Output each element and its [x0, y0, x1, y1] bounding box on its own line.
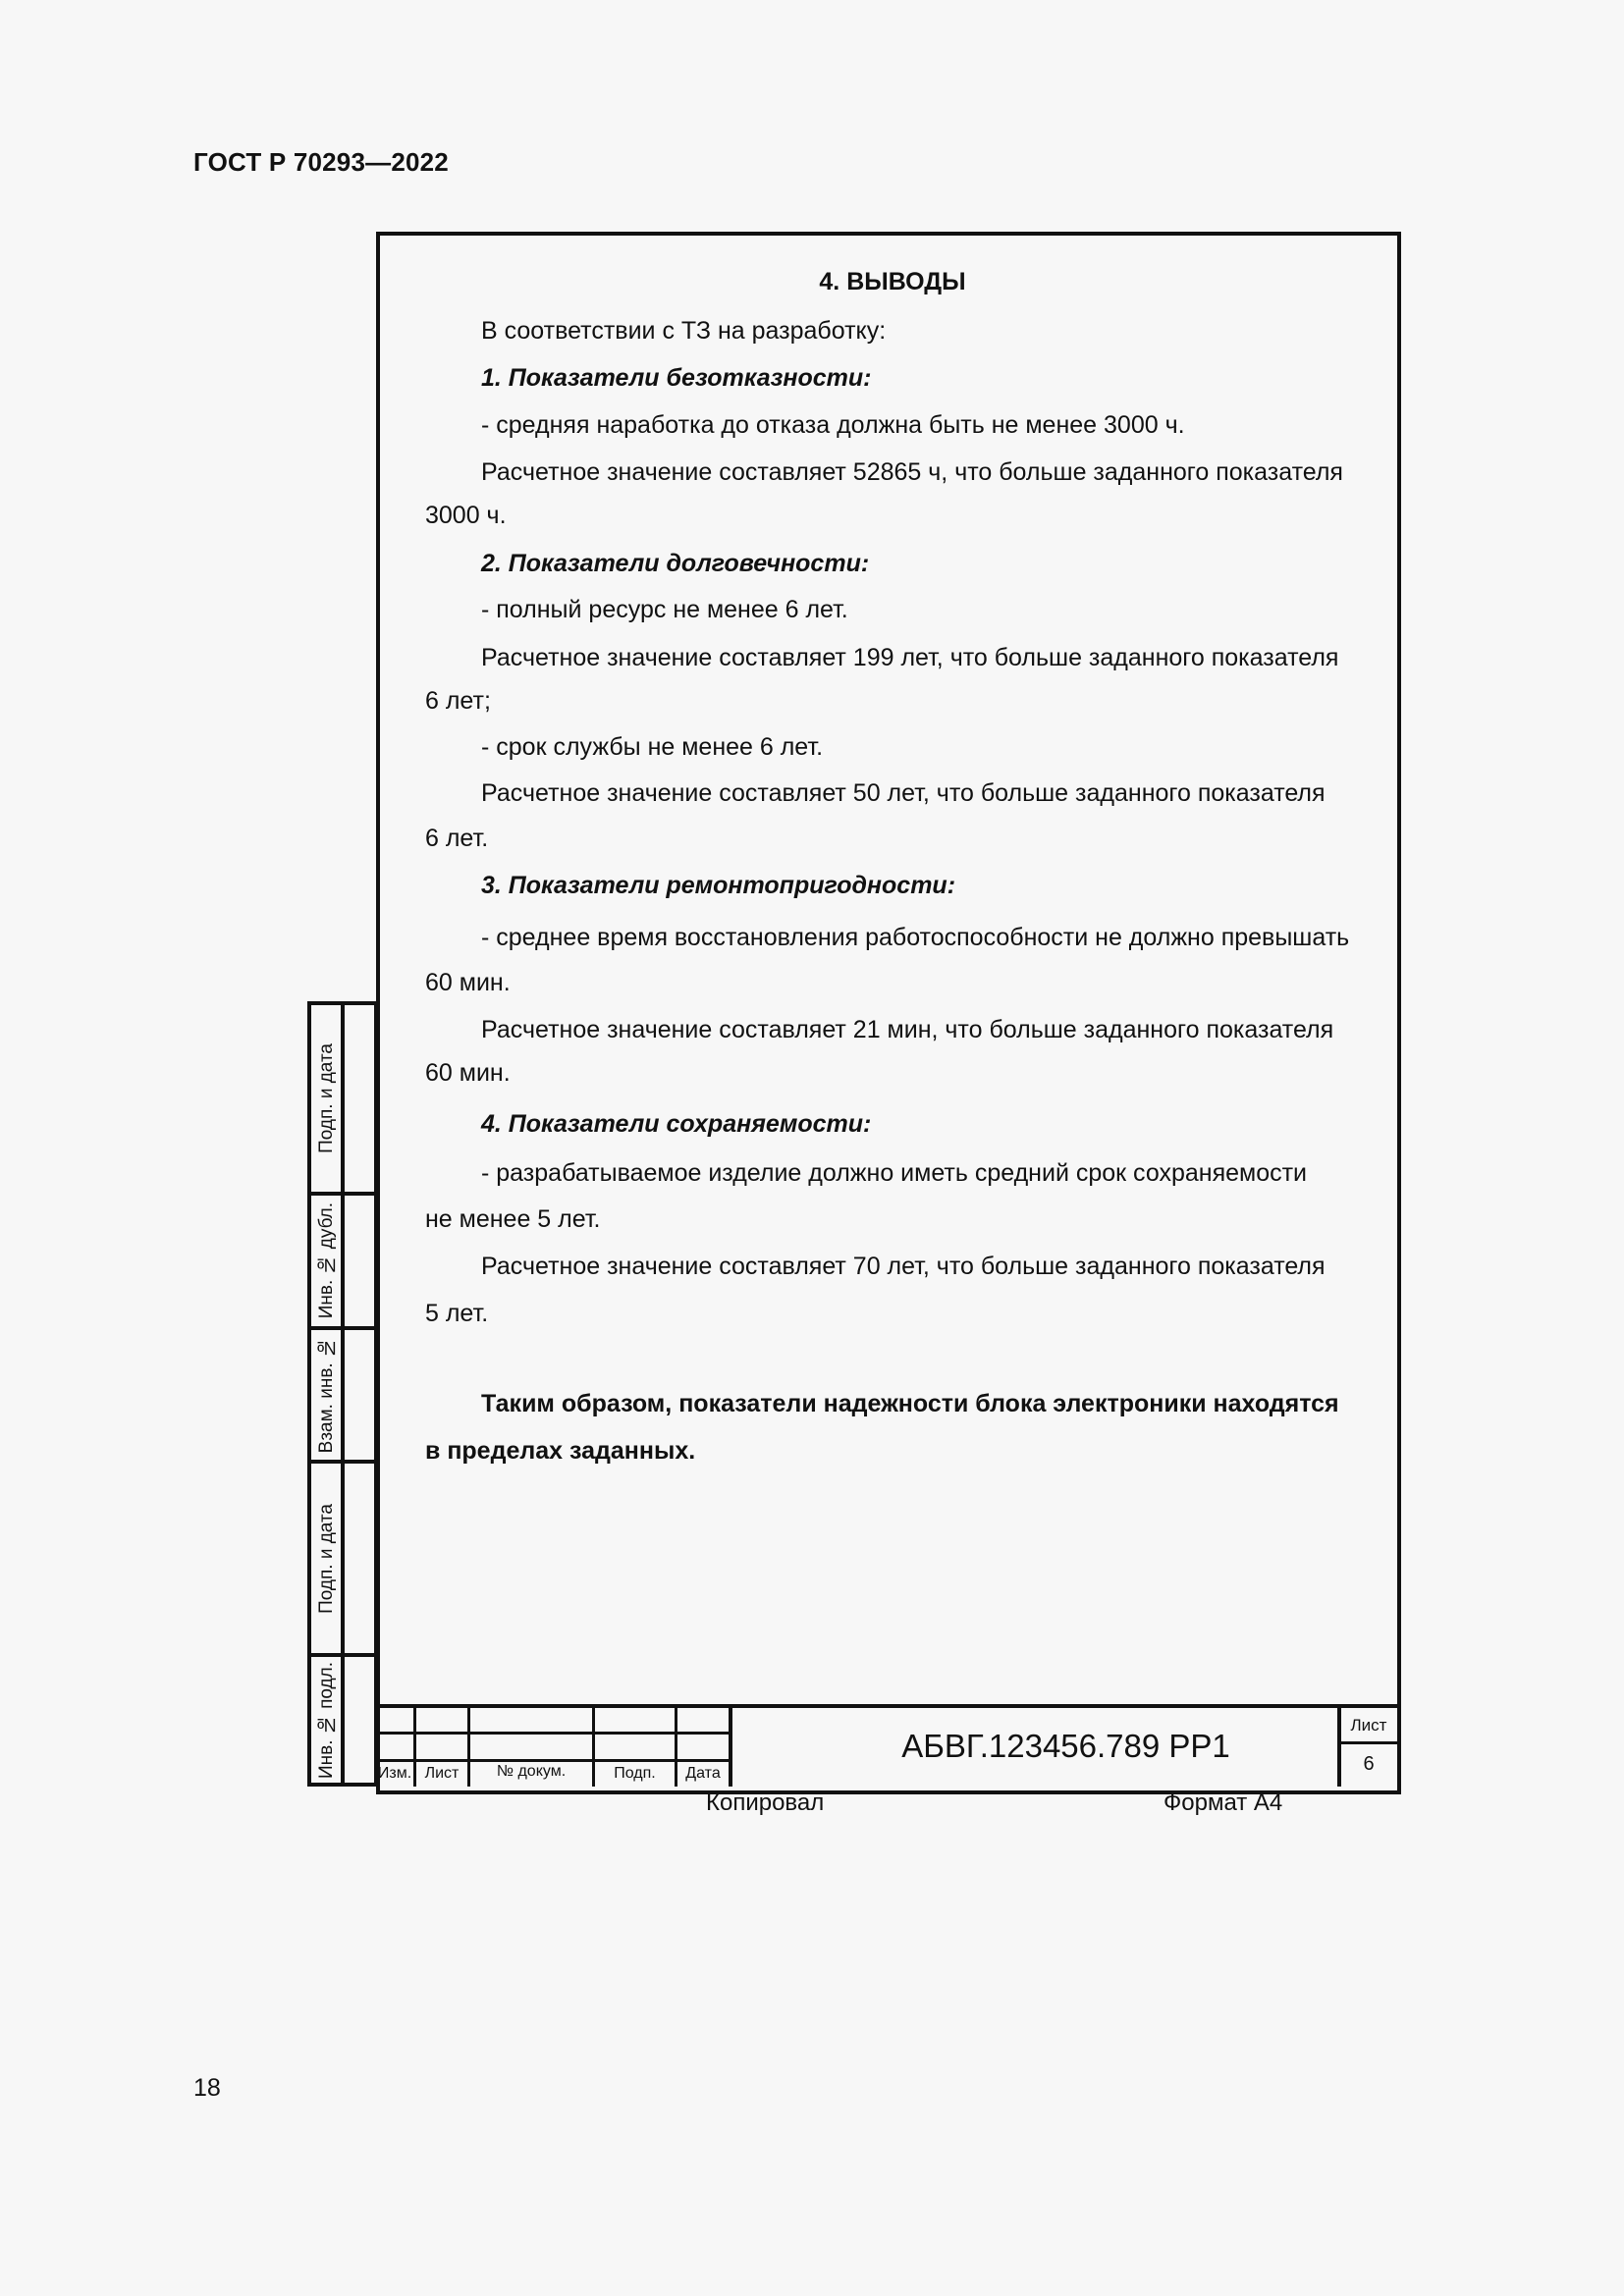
paragraph: 3000 ч. — [425, 502, 507, 529]
paragraph: 6 лет. — [425, 825, 489, 852]
paragraph: - полный ресурс не менее 6 лет. — [481, 596, 848, 623]
subheading: 4. Показатели сохраняемости: — [481, 1110, 872, 1138]
document-body — [425, 267, 1360, 1466]
paragraph: - срок службы не менее 6 лет. — [481, 733, 824, 761]
paragraph: 5 лет. — [425, 1300, 489, 1327]
side-label-signature-date-2: Подп. и дата — [316, 1503, 337, 1614]
paragraph: 60 мин. — [425, 1059, 511, 1087]
column-label-signature: Подп. — [614, 1765, 656, 1782]
side-label-original-inventory: Инв. № подл. — [316, 1661, 337, 1779]
column-label-date: Дата — [685, 1765, 721, 1782]
side-label-signature-date: Подп. и дата — [316, 1043, 337, 1153]
title-block — [376, 1704, 1401, 1790]
column-label-change: Изм. — [377, 1765, 412, 1782]
subheading: 2. Показатели долговечности: — [481, 550, 870, 577]
page-number: 18 — [193, 2074, 221, 2102]
side-label-replacement-inventory: Взам. инв. № — [316, 1336, 337, 1454]
column-label-document-number: № докум. — [496, 1763, 567, 1780]
paragraph: 60 мин. — [425, 969, 511, 996]
format-label: Формат А4 — [1164, 1789, 1283, 1816]
column-label-sheet: Лист — [424, 1765, 460, 1782]
paragraph: Расчетное значение составляет 50 лет, что больше заданного показателя — [481, 779, 1326, 807]
paragraph: В соответствии с ТЗ на разработку: — [481, 317, 887, 345]
paragraph: не менее 5 лет. — [425, 1205, 601, 1233]
subheading: 3. Показатели ремонтопригодности: — [481, 872, 956, 899]
section-title: 4. ВЫВОДЫ — [819, 268, 966, 295]
sheet-number: 6 — [1363, 1753, 1375, 1775]
paragraph: - средняя наработка до отказа должна быть не менее 3000 ч. — [481, 411, 1185, 439]
paragraph: 6 лет; — [425, 687, 491, 715]
conclusion: в пределах заданных. — [425, 1437, 696, 1465]
paragraph: Расчетное значение составляет 21 мин, что больше заданного показателя — [481, 1016, 1334, 1043]
conclusion: Таким образом, показатели надежности блока электроники находятся — [481, 1390, 1339, 1417]
paragraph: Расчетное значение составляет 70 лет, что больше заданного показателя — [481, 1253, 1326, 1280]
document-designation: АБВГ.123456.789 РР1 — [901, 1728, 1230, 1764]
paragraph: Расчетное значение составляет 199 лет, что больше заданного показателя — [481, 644, 1339, 671]
sheet-label: Лист — [1350, 1716, 1387, 1735]
paragraph: Расчетное значение составляет 52865 ч, что больше заданного показателя — [481, 458, 1343, 486]
standard-header: ГОСТ Р 70293—2022 — [193, 147, 449, 177]
copied-label: Копировал — [706, 1789, 825, 1816]
side-label-duplicate-inventory: Инв. № дубл. — [316, 1202, 337, 1319]
subheading: 1. Показатели безотказности: — [481, 364, 872, 392]
paragraph: - разрабатываемое изделие должно иметь средний срок сохраняемости — [481, 1159, 1308, 1187]
paragraph: - среднее время восстановления работоспособности не должно превышать — [481, 924, 1350, 951]
side-stamp-columns — [307, 1001, 378, 1787]
